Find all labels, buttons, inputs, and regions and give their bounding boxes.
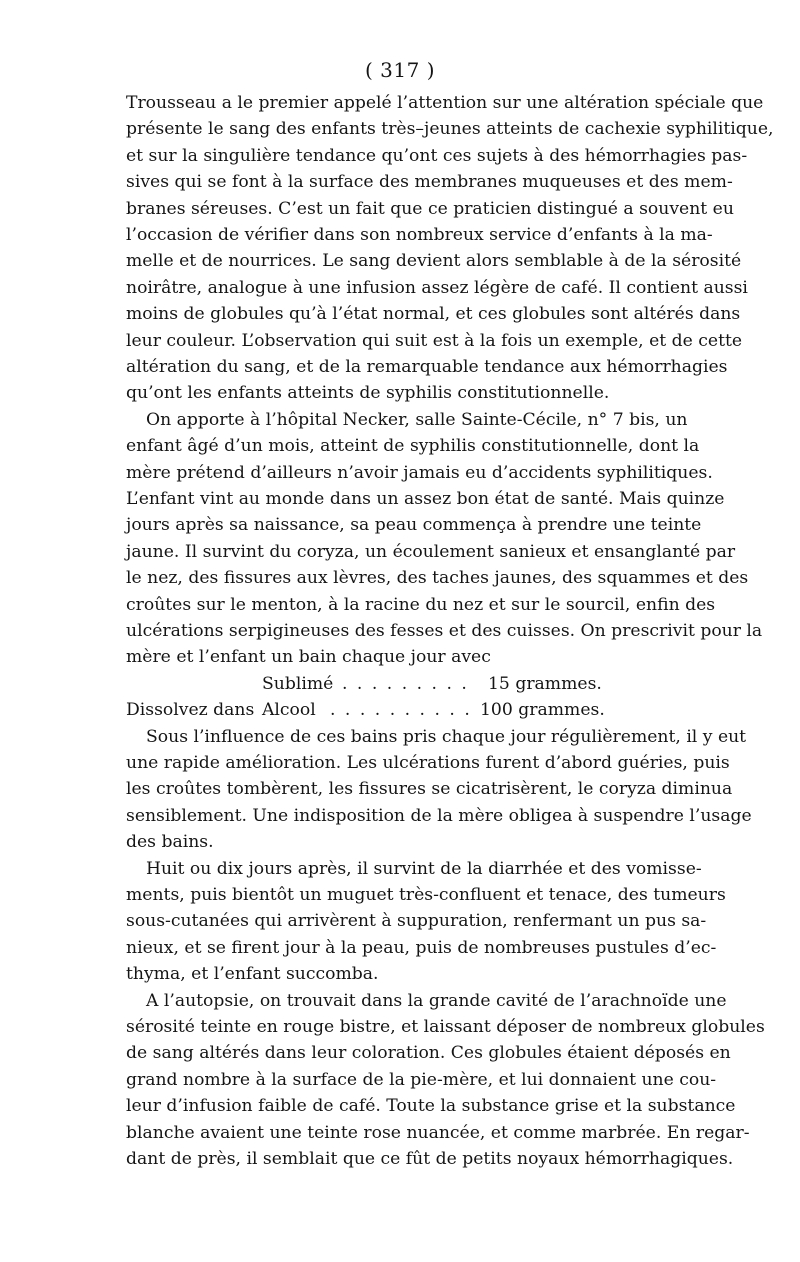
text-line: de sang altérés dans leur coloration. Ces globules étaient déposés en	[126, 1043, 731, 1064]
text-line: sensiblement. Une indisposition de la mère obligea à suspendre l’usage	[126, 805, 752, 826]
text-line: grand nombre à la surface de la pie-mère, et lui donnaient une cou-	[126, 1069, 717, 1090]
text-line: thyma, et l’enfant succomba.	[126, 964, 379, 985]
prescription-instruction: Dissolvez dans	[126, 700, 255, 721]
text-line: melle et de nourrices. Le sang devient alors semblable à de la sérosité	[126, 251, 742, 272]
text-line: et sur la singulière tendance qu’ont ces sujets à des hémorrhagies pas-	[126, 145, 748, 166]
text-line: L’enfant vint au monde dans un assez bon état de santé. Mais quinze	[126, 489, 725, 509]
text-line: moins de globules qu’à l’état normal, et ces globules sont altérés dans	[126, 304, 741, 325]
text-line: présente le sang des enfants très–jeunes atteints de cachexie syphilitique,	[126, 119, 774, 140]
text-line: blanche avaient une teinte rose nuancée, et comme marbrée. En regar-	[126, 1122, 750, 1143]
text-line: l’occasion de vérifier dans son nombreux service d’enfants à la ma-	[126, 225, 713, 245]
text-line: ulcérations serpigineuses des fesses et des cuisses. On prescrivit pour la	[126, 621, 763, 641]
text-line: altération du sang, et de la remarquable tendance aux hémorrhagies	[126, 357, 728, 377]
text-line: Huit ou dix jours après, il survint de la diarrhée et des vomisse-	[146, 858, 702, 879]
text-line: mère prétend d’ailleurs n’avoir jamais eu d’accidents syphilitiques.	[126, 462, 713, 483]
text-line: sives qui se font à la surface des membranes muqueuses et des mem-	[126, 172, 733, 193]
text-line: enfant âgé d’un mois, atteint de syphilis constitutionnelle, dont la	[126, 436, 700, 457]
text-line: noirâtre, analogue à une infusion assez légère de café. Il contient aussi	[126, 277, 748, 298]
prescription-leader: . . . . . . . . .	[342, 673, 469, 694]
prescription-amount: 15 grammes.	[488, 673, 602, 694]
page-number: ( 317 )	[365, 58, 435, 82]
text-line: On apporte à l’hôpital Necker, salle Sainte-Cécile, n° 7 bis, un	[146, 409, 688, 430]
text-line: Trousseau a le premier appelé l’attention sur une altération spéciale que	[126, 93, 764, 113]
text-line: le nez, des fissures aux lèvres, des taches jaunes, des squammes et des	[126, 568, 749, 589]
text-line: des bains.	[126, 832, 214, 853]
text-line: dant de près, il semblait que ce fût de petits noyaux hémorrhagiques.	[126, 1149, 734, 1169]
text-line: sous-cutanées qui arrivèrent à suppuration, renfermant un pus sa-	[126, 911, 707, 932]
text-line: leur d’infusion faible de café. Toute la substance grise et la substance	[126, 1096, 736, 1117]
text-line: sérosité teinte en rouge bistre, et laissant déposer de nombreux globules	[126, 1017, 765, 1037]
text-line: A l’autopsie, on trouvait dans la grande cavité de l’arachnoïde une	[146, 990, 727, 1011]
text-line: branes séreuses. C’est un fait que ce praticien distingué a souvent eu	[126, 198, 734, 219]
text-line: jours après sa naissance, sa peau commença à prendre une teinte	[126, 515, 702, 536]
text-line: Sous l’influence de ces bains pris chaque jour régulièrement, il y eut	[146, 726, 747, 747]
text-line: leur couleur. L’observation qui suit est à la fois un exemple, et de cette	[126, 330, 743, 351]
text-line: nieux, et se firent jour à la peau, puis de nombreuses pustules d’ec-	[126, 937, 717, 958]
text-line: jaune. Il survint du coryza, un écoulement sanieux et ensanglanté par	[126, 541, 736, 562]
text-line: mère et l’enfant un bain chaque jour avec	[126, 647, 491, 668]
text-line: croûtes sur le menton, à la racine du nez et sur le sourcil, enfin des	[126, 594, 716, 615]
prescription-leader: . . . . . . . . . .	[330, 700, 472, 721]
prescription-amount: 100 grammes.	[480, 700, 605, 721]
text-line: ments, puis bientôt un muguet très-confluent et tenace, des tumeurs	[126, 885, 726, 905]
prescription-ingredient: Alcool	[262, 700, 316, 721]
text-line: les croûtes tombèrent, les fissures se cicatrisèrent, le coryza diminua	[126, 779, 733, 800]
text-line: une rapide amélioration. Les ulcérations furent d’abord guéries, puis	[126, 753, 730, 773]
text-line: qu’ont les enfants atteints de syphilis constitutionnelle.	[126, 383, 610, 404]
prescription-ingredient: Sublimé	[262, 673, 334, 694]
